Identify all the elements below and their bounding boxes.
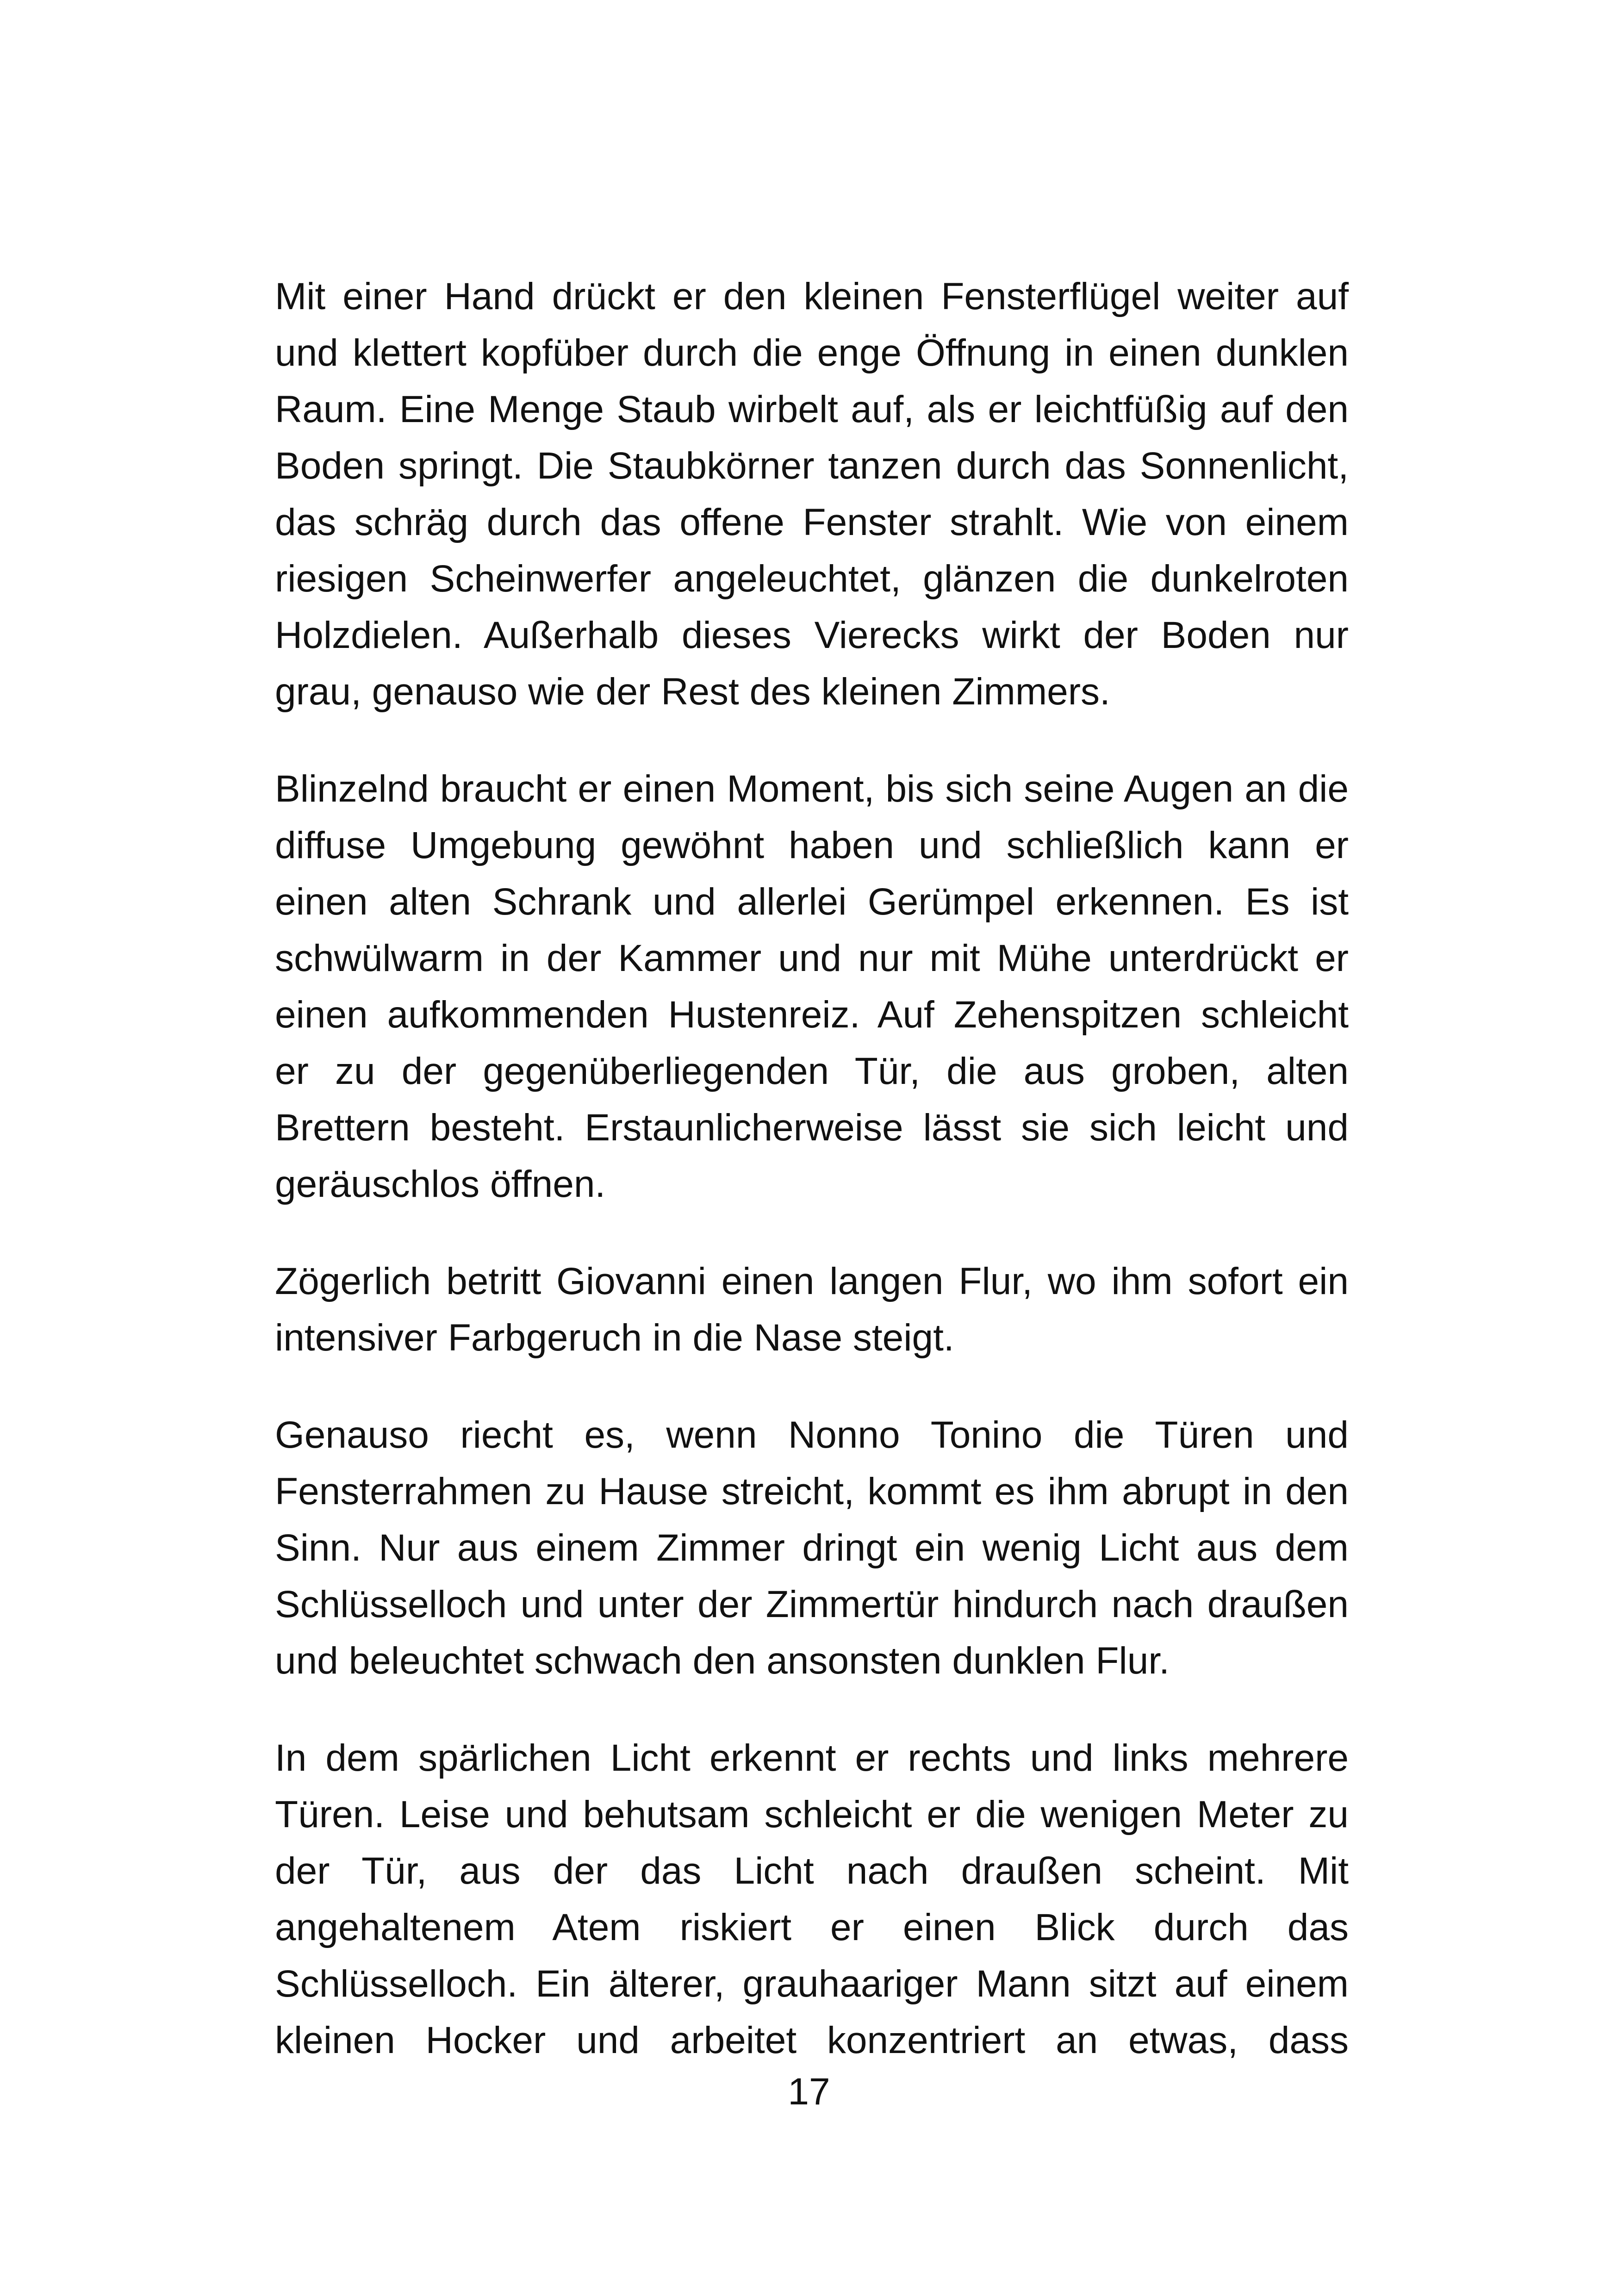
page-number: 17: [788, 2071, 830, 2113]
paragraph-1: Mit einer Hand drückt er den kleinen Fensterflügel weiter auf und klettert kopfüber durch die enge Öffnung in einen dunklen Raum. Eine Menge Staub wirbelt auf, als er leichtfüßig auf den Boden springt. Die Staubkörner tanzen durch das Sonnenlicht, das schräg durch das offene Fenster strahlt. Wie von einem riesigen Scheinwerfer angeleuchtet, glänzen die dunkelroten Holzdielen. Außerhalb dieses Vierecks wirkt der Boden nur grau, genauso wie der Rest des kleinen Zimmers.: [275, 275, 1349, 713]
body-text: [275, 268, 1349, 2069]
paragraph-2: Blinzelnd braucht er einen Moment, bis sich seine Augen an die diffuse Umgebung gewöhnt haben und schließlich kann er einen alten Schrank und allerlei Gerümpel erkennen. Es ist schwülwarm in der Kammer und nur mit Mühe unterdrückt er einen aufkommenden Hustenreiz. Auf Zehenspitzen schleicht er zu der gegenüberliegenden Tür, die aus groben, alten Brettern besteht. Erstaunlicherweise lässt sie sich leicht und geräuschlos öffnen.: [275, 768, 1349, 1205]
paragraph-3: Zögerlich betritt Giovanni einen langen Flur, wo ihm sofort ein intensiver Farbgeruch in die Nase steigt.: [275, 1260, 1349, 1359]
paragraph-4: Genauso riecht es, wenn Nonno Tonino die Türen und Fensterrahmen zu Hause streicht, kommt es ihm abrupt in den Sinn. Nur aus einem Zimmer dringt ein wenig Licht aus dem Schlüsselloch und unter der Zimmertür hindurch nach draußen und beleuchtet schwach den ansonsten dunklen Flur.: [275, 1414, 1349, 1682]
paragraph-5: In dem spärlichen Licht erkennt er rechts und links mehrere Türen. Leise und behutsam schleicht er die wenigen Meter zu der Tür, aus der das Licht nach draußen scheint. Mit angehaltenem Atem riskiert er einen Blick durch das Schlüsselloch. Ein älterer, grauhaariger Mann sitzt auf einem kleinen Hocker und arbeitet konzentriert an etwas, dass: [275, 1737, 1349, 2061]
